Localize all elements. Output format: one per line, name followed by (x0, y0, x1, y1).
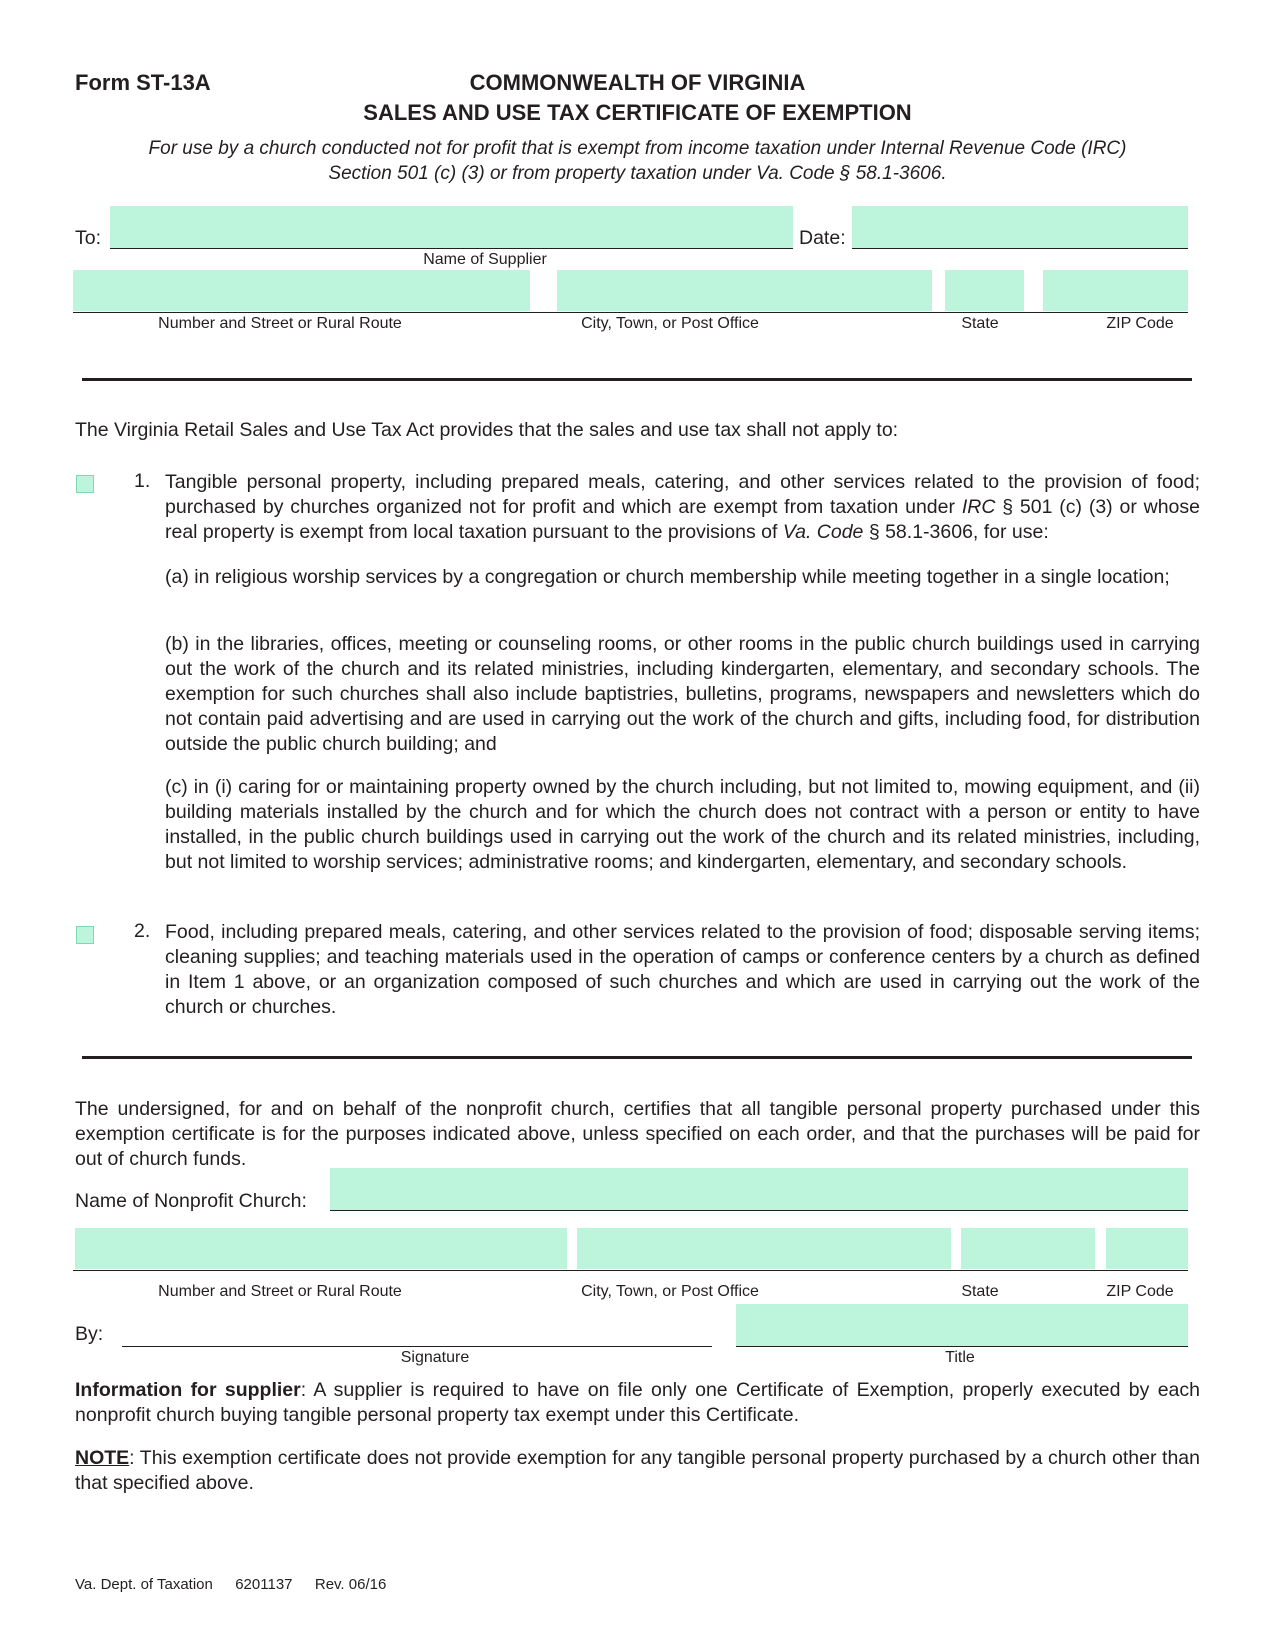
item1-irc: IRC (961, 496, 996, 518)
supplier-state-input[interactable] (945, 270, 1024, 311)
church-city-field[interactable] (577, 1228, 951, 1269)
church-city-caption: City, Town, or Post Office (581, 1283, 759, 1300)
supplier-city-caption: City, Town, or Post Office (581, 315, 759, 332)
info-label: Information for supplier (75, 1379, 301, 1401)
signature-caption: Signature (400, 1349, 470, 1366)
date-field[interactable] (852, 206, 1188, 249)
footer-code: 6201137 (235, 1576, 293, 1593)
church-street-input[interactable] (75, 1228, 567, 1269)
supplier-name-caption: Name of Supplier (423, 251, 547, 268)
item1-text (165, 470, 1200, 545)
certification-text: The undersigned, for and on behalf of the nonprofit church, certifies that all tangible personal property purchased under this exemption certificate is for the purposes indicated above, unless specified on each order, and that the purchases will be paid for out of church funds. (75, 1098, 1200, 1170)
info-for-supplier (75, 1378, 1200, 1428)
supplier-zip-input[interactable] (1043, 270, 1188, 311)
by-label: By: (75, 1323, 104, 1345)
footer-rev: Rev. 06/16 (314, 1576, 387, 1593)
supplier-city-input[interactable] (557, 270, 932, 311)
item1-sub-c: (c) in (i) caring for or maintaining property owned by the church including, but not limited to, mowing equipment, and (ii) building materials installed by the church and for which the church does not contract with a person or entity to have installed, in the public church buildings used in carrying out the work of the church and its related ministries, including, but not limited to worship services; administrative rooms; and kindergarten, elementary, and secondary schools. (165, 776, 1200, 873)
church-zip-field[interactable] (1106, 1228, 1188, 1269)
supplier-name-input[interactable] (110, 206, 793, 248)
church-zip-input[interactable] (1106, 1228, 1188, 1269)
page-title-line2: SALES AND USE TAX CERTIFICATE OF EXEMPTION (363, 100, 912, 125)
title-input[interactable] (736, 1304, 1188, 1346)
supplier-zip-field[interactable] (1043, 270, 1188, 311)
intro-text: The Virginia Retail Sales and Use Tax Act provides that the sales and use tax shall not apply to: (75, 419, 899, 441)
item1-text-part: § 501 (c) (3) or whose real property is exempt from local taxation pursuant to the provisions of (165, 496, 1200, 543)
page-subtitle-line2: Section 501 (c) (3) or from property taxation under Va. Code § 58.1-3606. (328, 163, 947, 184)
church-name-input[interactable] (330, 1168, 1188, 1210)
item1-checkbox[interactable] (76, 475, 94, 493)
item2-number: 2. (134, 920, 151, 942)
item1-sub-b: (b) in the libraries, offices, meeting or counseling rooms, or other rooms in the public church buildings used in carrying out the work of the church and its related ministries, including kindergarten, elementary, and secondary schools. The exemption for such churches shall also include baptistries, bulletins, programs, newspapers and newsletters which do not contain paid advertising and are used in carrying out the work of the church and gifts, including food, for distribution outside the public church building; and (165, 633, 1200, 755)
supplier-state-caption: State (961, 315, 999, 332)
date-input[interactable] (852, 206, 1188, 248)
note-label: NOTE (75, 1447, 130, 1469)
supplier-street-field[interactable] (73, 270, 530, 311)
church-street-field[interactable] (75, 1228, 567, 1269)
supplier-zip-caption: ZIP Code (1106, 315, 1174, 332)
title-caption: Title (945, 1349, 975, 1366)
footer-dept: Va. Dept. of Taxation (75, 1576, 213, 1593)
church-street-caption: Number and Street or Rural Route (158, 1283, 402, 1300)
church-name-field[interactable] (330, 1168, 1188, 1211)
supplier-street-input[interactable] (73, 270, 530, 311)
to-label: To: (75, 227, 102, 249)
item1-sub-a: (a) in religious worship services by a congregation or church membership while meeting together in a single location; (165, 566, 1170, 588)
note (75, 1446, 1200, 1496)
supplier-name-field[interactable] (110, 206, 793, 249)
supplier-state-field[interactable] (945, 270, 1024, 311)
item1-vacode: Va. Code (782, 521, 864, 543)
title-field[interactable] (736, 1304, 1188, 1347)
item2-text: Food, including prepared meals, catering, and other services related to the provision of food; disposable serving items; cleaning supplies; and teaching materials used in the operation of camps or conference centers by a church as defined in Item 1 above, or an organization composed of such churches and which are used in carrying out the work of the church or churches. (165, 921, 1200, 1018)
page-subtitle: For use by a church conducted not for profit that is exempt from income taxation under Internal Revenue Code (IRC) (148, 138, 1127, 159)
item1-text-part: § 58.1-3606, for use: (863, 521, 1049, 543)
date-label: Date: (799, 227, 846, 249)
church-zip-caption: ZIP Code (1106, 1283, 1174, 1300)
page-title: COMMONWEALTH OF VIRGINIA (469, 70, 806, 95)
church-state-input[interactable] (961, 1228, 1095, 1269)
supplier-street-caption: Number and Street or Rural Route (158, 315, 402, 332)
info-text: : A supplier is required to have on file only one Certificate of Exemption, properly executed by each nonprofit church buying tangible personal property tax exempt under this Certificate. (75, 1379, 1200, 1426)
divider-bottom (82, 1056, 1192, 1059)
note-text: : This exemption certificate does not provide exemption for any tangible personal property purchased by a church other than that specified above. (75, 1447, 1200, 1494)
church-city-input[interactable] (577, 1228, 951, 1269)
form-id: Form ST-13A (75, 70, 211, 95)
item1-text-part: Tangible personal property, including prepared meals, catering, and other services related to the provision of food; purchased by churches organized not for profit and which are exempt from taxation under (165, 471, 1200, 518)
item1-number: 1. (134, 470, 151, 492)
footer (75, 1576, 386, 1593)
signature-line[interactable] (122, 1304, 712, 1347)
church-state-caption: State (961, 1283, 999, 1300)
supplier-city-field[interactable] (557, 270, 932, 311)
divider-top (82, 378, 1192, 381)
item2-checkbox[interactable] (76, 926, 94, 944)
church-state-field[interactable] (961, 1228, 1095, 1269)
church-name-label: Name of Nonprofit Church: (75, 1190, 307, 1212)
